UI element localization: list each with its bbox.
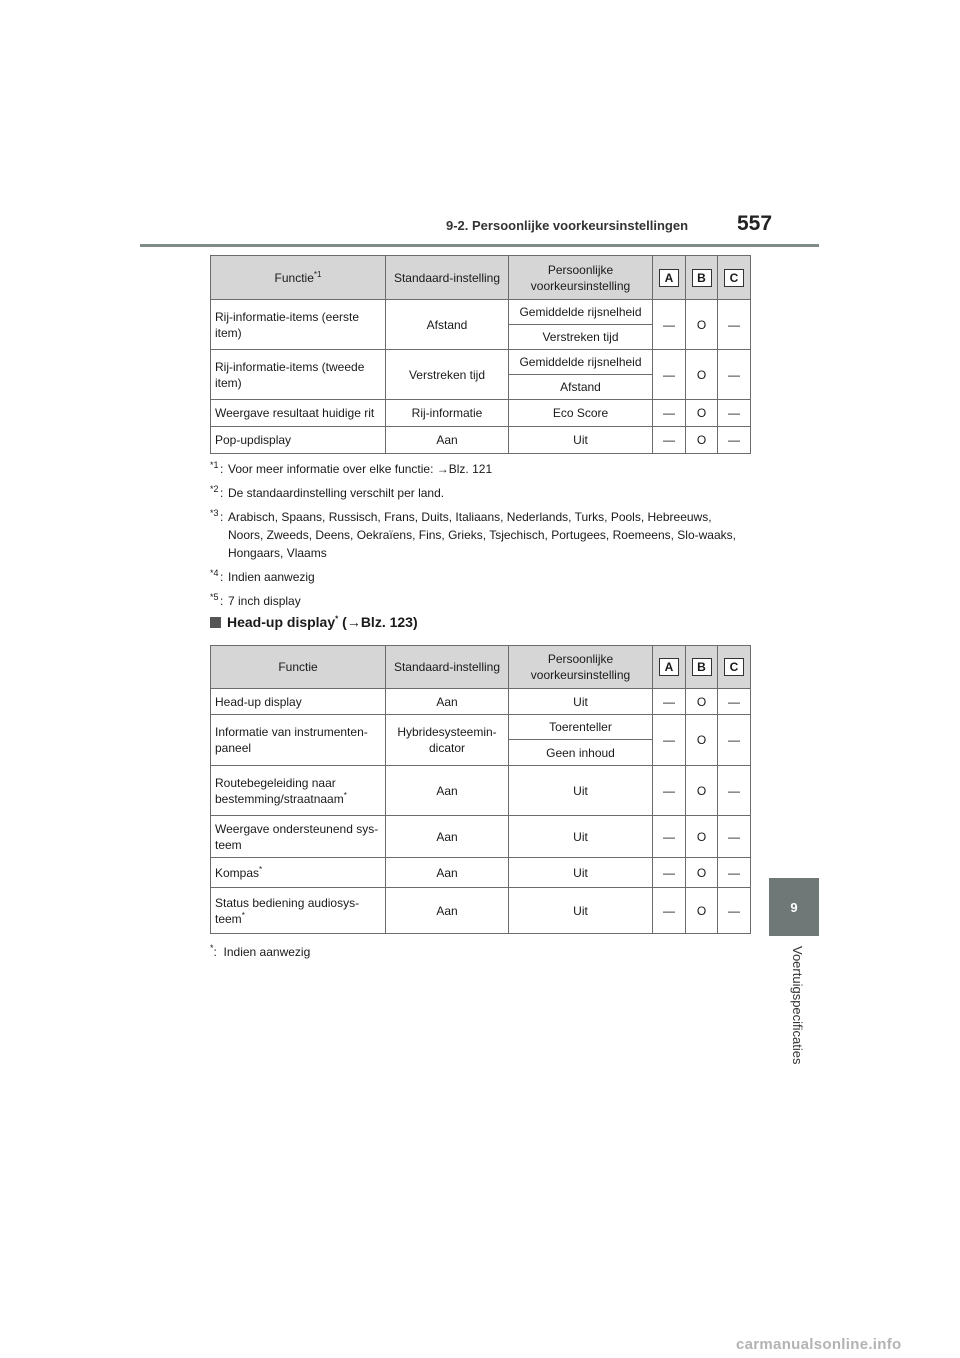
header-function: Functie$^{*1}$ xyxy=(211,256,386,300)
cell-default: Aan xyxy=(386,427,509,454)
cell-c: — xyxy=(718,300,751,350)
cell-custom: Verstreken tijd xyxy=(509,325,653,350)
cell-a: — xyxy=(653,715,686,766)
cell-function: Routebegeleiding naar bestemming/straatnaam* xyxy=(211,766,386,816)
cell-custom: Afstand xyxy=(509,375,653,400)
cell-b: O xyxy=(686,300,718,350)
footnotes xyxy=(210,460,750,616)
table-row xyxy=(211,858,751,888)
cell-b: O xyxy=(686,350,718,400)
table-header-row xyxy=(211,256,751,300)
cell-a: — xyxy=(653,350,686,400)
cell-custom: Uit xyxy=(509,427,653,454)
header-function: Functie xyxy=(211,646,386,689)
cell-custom: Geen inhoud xyxy=(509,740,653,766)
cell-function: Head-up display xyxy=(211,689,386,715)
settings-table-2 xyxy=(210,645,751,934)
cell-b: O xyxy=(686,715,718,766)
header-divider xyxy=(140,244,819,247)
letter-a-icon: A xyxy=(659,658,679,676)
table-header-row xyxy=(211,646,751,689)
section-heading-head-up-display: Head-up display* (→Blz. 123) xyxy=(210,614,418,630)
letter-b-icon: B xyxy=(692,269,712,287)
cell-default: Aan xyxy=(386,689,509,715)
cell-function: Pop-updisplay xyxy=(211,427,386,454)
cell-b: O xyxy=(686,858,718,888)
cell-c: — xyxy=(718,888,751,934)
cell-c: — xyxy=(718,816,751,858)
cell-a: — xyxy=(653,400,686,427)
cell-default: Rij-informatie xyxy=(386,400,509,427)
cell-c: — xyxy=(718,715,751,766)
letter-c-icon: C xyxy=(724,269,744,287)
cell-function: Weergave ondersteunend sys-teem xyxy=(211,816,386,858)
table-row xyxy=(211,715,751,740)
cell-custom: Uit xyxy=(509,858,653,888)
cell-custom: Uit xyxy=(509,816,653,858)
header-b xyxy=(686,256,718,300)
header-default: Standaard-instelling xyxy=(386,646,509,689)
cell-c: — xyxy=(718,400,751,427)
cell-b: O xyxy=(686,427,718,454)
cell-a: — xyxy=(653,858,686,888)
cell-a: — xyxy=(653,689,686,715)
cell-c: — xyxy=(718,350,751,400)
cell-custom: Gemiddelde rijsnelheid xyxy=(509,300,653,325)
cell-default: Verstreken tijd xyxy=(386,350,509,400)
cell-default: Aan xyxy=(386,888,509,934)
footnote: *5 : 7 inch display xyxy=(210,592,301,608)
header-default: Standaard-instelling xyxy=(386,256,509,300)
table-row xyxy=(211,888,751,934)
table-row xyxy=(211,766,751,816)
cell-b: O xyxy=(686,816,718,858)
cell-c: — xyxy=(718,427,751,454)
header-c xyxy=(718,646,751,689)
watermark: carmanualsonline.info xyxy=(736,1336,902,1353)
header-c xyxy=(718,256,751,300)
footnote: *2 : De standaardinstelling verschilt per land. xyxy=(210,484,445,500)
footnote: *4 : Indien aanwezig xyxy=(210,568,315,584)
table-row xyxy=(211,689,751,715)
cell-a: — xyxy=(653,816,686,858)
settings-table-1 xyxy=(210,255,751,454)
cell-function: Status bediening audiosys-teem* xyxy=(211,888,386,934)
cell-a: — xyxy=(653,300,686,350)
cell-c: — xyxy=(718,766,751,816)
letter-a-icon: A xyxy=(659,269,679,287)
footnote: *1 : Voor meer informatie over elke functie: →Blz. 121 xyxy=(210,460,493,476)
cell-function: Rij-informatie-items (tweede item) xyxy=(211,350,386,400)
cell-function: Kompas* xyxy=(211,858,386,888)
cell-default: Aan xyxy=(386,858,509,888)
cell-a: — xyxy=(653,766,686,816)
cell-c: — xyxy=(718,858,751,888)
cell-function: Rij-informatie-items (eerste item) xyxy=(211,300,386,350)
letter-b-icon: B xyxy=(692,658,712,676)
page-number: 557 xyxy=(737,212,773,235)
cell-custom: Uit xyxy=(509,766,653,816)
cell-custom: Eco Score xyxy=(509,400,653,427)
cell-function: Informatie van instrumenten-paneel xyxy=(211,715,386,766)
table-row xyxy=(211,400,751,427)
table-row xyxy=(211,816,751,858)
cell-custom: Gemiddelde rijsnelheid xyxy=(509,350,653,375)
section-header: 9-2. Persoonlijke voorkeursinstellingen xyxy=(446,218,689,233)
cell-b: O xyxy=(686,888,718,934)
footnote: *3 : Arabisch, Spaans, Russisch, Frans, Duits, Italiaans, Nederlands, Turks, Pools, Hebreeuws, Noors, Zweeds, Deens, Oekraïens, Fins, Grieks, Tsjechisch, Portugees, Roemeens, Slo-waaks, Hongaars, Vlaams xyxy=(210,508,736,560)
letter-c-icon: C xyxy=(724,658,744,676)
table-row xyxy=(211,350,751,375)
table-row xyxy=(211,427,751,454)
chapter-tab[interactable]: 9 xyxy=(769,878,819,936)
cell-default: Aan xyxy=(386,766,509,816)
table-footnote: *: Indien aanwezig xyxy=(210,943,311,959)
header-custom: Persoonlijke voorkeursinstelling xyxy=(509,256,653,300)
page-reference-link[interactable]: (→Blz. 123) xyxy=(342,614,418,630)
cell-b: O xyxy=(686,689,718,715)
cell-default: Aan xyxy=(386,816,509,858)
cell-default: Afstand xyxy=(386,300,509,350)
cell-custom: Uit xyxy=(509,689,653,715)
cell-b: O xyxy=(686,400,718,427)
cell-custom: Toerenteller xyxy=(509,715,653,740)
header-a xyxy=(653,646,686,689)
cell-custom: Uit xyxy=(509,888,653,934)
header-custom: Persoonlijke voorkeursinstelling xyxy=(509,646,653,689)
header-b xyxy=(686,646,718,689)
header-a xyxy=(653,256,686,300)
cell-b: O xyxy=(686,766,718,816)
cell-function: Weergave resultaat huidige rit xyxy=(211,400,386,427)
cell-a: — xyxy=(653,427,686,454)
cell-c: — xyxy=(718,689,751,715)
cell-default: Hybridesysteemin-dicator xyxy=(386,715,509,766)
table-row xyxy=(211,300,751,325)
chapter-title: Voertuigspecificaties xyxy=(790,946,805,1065)
square-bullet-icon xyxy=(210,617,221,628)
cell-a: — xyxy=(653,888,686,934)
